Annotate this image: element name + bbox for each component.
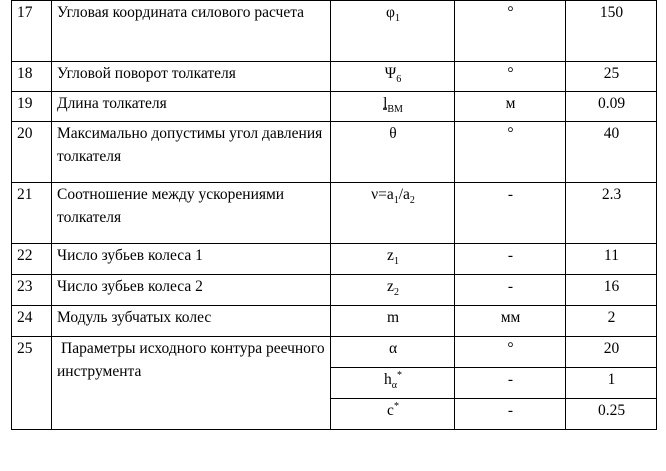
row-number: 19 bbox=[12, 92, 52, 122]
parameter-name: Модуль зубчатых колес bbox=[52, 306, 331, 337]
parameter-name: Соотношение между ускорениями толкателя bbox=[52, 183, 331, 244]
parameter-symbol bbox=[331, 399, 455, 430]
symbol-subscript: 2 bbox=[409, 195, 415, 207]
symbol-subscript: α bbox=[391, 380, 397, 392]
parameter-unit: мм bbox=[455, 306, 566, 337]
parameter-unit: - bbox=[455, 244, 566, 275]
parameter-unit: - bbox=[455, 399, 566, 430]
parameter-name: Угловой поворот толкателя bbox=[52, 62, 331, 92]
parameter-symbol bbox=[331, 92, 455, 122]
parameter-unit: ° bbox=[455, 337, 566, 368]
table-row bbox=[12, 275, 657, 306]
table-row bbox=[12, 122, 657, 183]
parameter-value: 40 bbox=[566, 122, 657, 183]
row-number: 25 bbox=[12, 337, 52, 430]
symbol-subscript: 1 bbox=[394, 13, 400, 25]
symbol-text: z bbox=[387, 278, 394, 295]
row-number: 24 bbox=[12, 306, 52, 337]
parameter-value: 16 bbox=[566, 275, 657, 306]
parameter-name: Число зубьев колеса 2 bbox=[52, 275, 331, 306]
parameter-unit: м bbox=[455, 92, 566, 122]
parameter-unit: ° bbox=[455, 1, 566, 62]
parameter-value: 2.3 bbox=[566, 183, 657, 244]
row-number: 21 bbox=[12, 183, 52, 244]
parameter-symbol bbox=[331, 62, 455, 92]
parameter-unit: ° bbox=[455, 62, 566, 92]
parameter-unit: ° bbox=[455, 122, 566, 183]
symbol-prefix: ν=a bbox=[371, 186, 394, 203]
table-row bbox=[12, 337, 657, 368]
symbol-superscript: * bbox=[393, 400, 399, 412]
table-row bbox=[12, 92, 657, 122]
parameter-symbol bbox=[331, 244, 455, 275]
parameter-symbol bbox=[331, 368, 455, 399]
symbol-text: z bbox=[387, 247, 394, 264]
parameter-name: Число зубьев колеса 1 bbox=[52, 244, 331, 275]
parameter-value: 0.25 bbox=[566, 399, 657, 430]
parameter-symbol bbox=[331, 1, 455, 62]
row-number: 23 bbox=[12, 275, 52, 306]
parameter-value: 150 bbox=[566, 1, 657, 62]
table-row bbox=[12, 1, 657, 62]
symbol-middle: /a bbox=[398, 186, 410, 203]
symbol-subscript: 6 bbox=[396, 74, 402, 86]
symbol-letter: l bbox=[383, 95, 388, 112]
symbol-subscript: 1 bbox=[393, 256, 399, 268]
parameter-value: 25 bbox=[566, 62, 657, 92]
parameter-value: 20 bbox=[566, 337, 657, 368]
parameter-symbol bbox=[331, 183, 455, 244]
parameter-value: 0.09 bbox=[566, 92, 657, 122]
parameter-name: Максимально допустимы угол давления толкателя bbox=[52, 122, 331, 183]
parameter-symbol: α bbox=[331, 337, 455, 368]
row-number: 20 bbox=[12, 122, 52, 183]
symbol-subscript: BM bbox=[387, 104, 403, 116]
row-number: 22 bbox=[12, 244, 52, 275]
row-number: 17 bbox=[12, 1, 52, 62]
parameter-name: Длина толкателя bbox=[52, 92, 331, 122]
table-row bbox=[12, 244, 657, 275]
parameter-unit: - bbox=[455, 183, 566, 244]
parameter-value: 11 bbox=[566, 244, 657, 275]
parameter-symbol: m bbox=[331, 306, 455, 337]
table-row bbox=[12, 62, 657, 92]
parameter-symbol: θ bbox=[331, 122, 455, 183]
table-row bbox=[12, 183, 657, 244]
symbol-text: Ψ bbox=[384, 65, 397, 82]
symbol-subscript: 1 bbox=[393, 195, 399, 207]
row-number: 18 bbox=[12, 62, 52, 92]
symbol-superscript: * bbox=[397, 369, 402, 381]
parameter-value: 1 bbox=[566, 368, 657, 399]
symbol-text: c bbox=[387, 402, 394, 419]
parameter-name bbox=[52, 337, 331, 430]
symbol-text: φ bbox=[386, 4, 395, 21]
parameter-name: Угловая координата силового расчета bbox=[52, 1, 331, 62]
parameter-symbol bbox=[331, 275, 455, 306]
parameter-value: 2 bbox=[566, 306, 657, 337]
symbol-text bbox=[383, 95, 403, 116]
parameter-unit: - bbox=[455, 368, 566, 399]
parameters-table bbox=[11, 0, 657, 430]
symbol-text: h bbox=[384, 371, 392, 388]
symbol-subscript: 2 bbox=[393, 287, 399, 299]
table-row bbox=[12, 306, 657, 337]
parameter-unit: - bbox=[455, 275, 566, 306]
parameter-name-text: Параметры исходного контура реечного инструмента bbox=[57, 340, 325, 380]
